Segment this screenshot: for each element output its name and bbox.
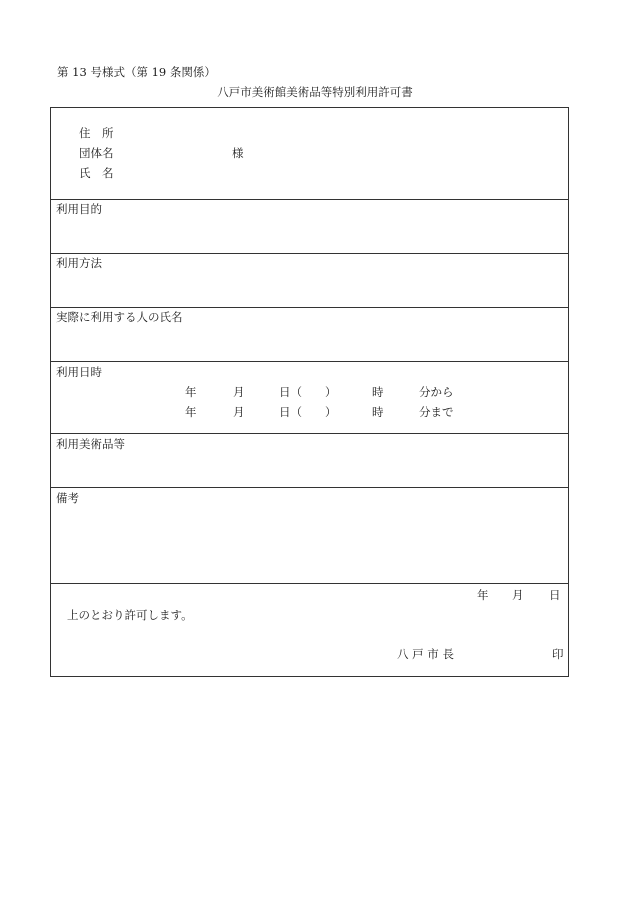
permit-form-table [50,107,569,677]
purpose-label: 利用目的 [56,202,102,216]
datetime-from-minute: 分から [419,385,454,399]
divider [51,253,568,254]
datetime-to-minute: 分まで [419,405,454,419]
datetime-to-month: 月 [233,405,245,419]
datetime-to-year: 年 [185,405,197,419]
divider [51,583,568,584]
datetime-from-day: 日（ ） [279,385,337,399]
permit-statement: 上のとおり許可します。 [67,608,193,622]
address-label: 住 所 [79,126,114,140]
group-name-label: 団体名 [79,146,114,160]
mayor-title: 八 戸 市 長 [397,647,454,661]
divider [51,199,568,200]
seal-mark: 印 [552,647,564,661]
method-label: 利用方法 [56,256,102,270]
datetime-from-hour: 時 [372,385,384,399]
honorific-sama: 様 [232,146,244,160]
permit-date-day: 日 [549,588,561,602]
form-number: 第 13 号様式（第 19 条関係） [57,65,216,79]
divider [51,433,568,434]
permit-date-month: 月 [512,588,524,602]
datetime-from-month: 月 [233,385,245,399]
datetime-to-hour: 時 [372,405,384,419]
divider [51,361,568,362]
permit-date-year: 年 [477,588,489,602]
datetime-from-year: 年 [185,385,197,399]
divider [51,307,568,308]
document-title: 八戸市美術館美術品等特別利用許可書 [217,85,413,99]
divider [51,487,568,488]
datetime-label: 利用日時 [56,365,102,379]
actual-user-label: 実際に利用する人の氏名 [56,310,183,324]
remarks-label: 備考 [56,491,79,505]
name-label: 氏 名 [79,166,114,180]
artworks-label: 利用美術品等 [56,437,125,451]
datetime-to-day: 日（ ） [279,405,337,419]
